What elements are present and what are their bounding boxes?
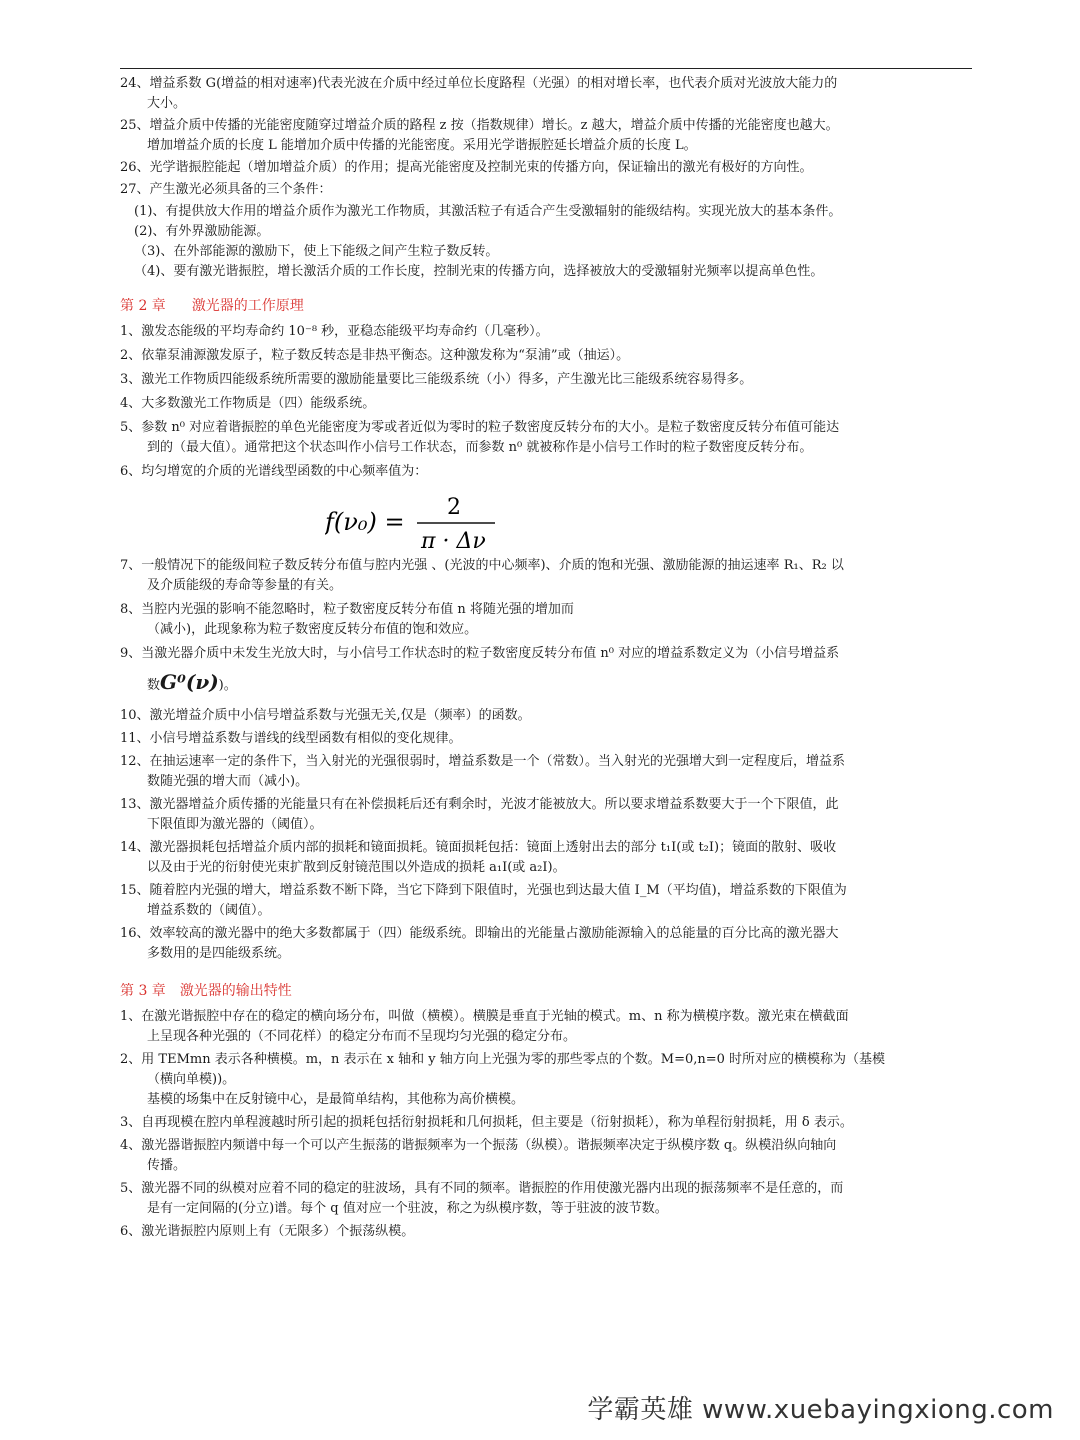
item-text: 在激光谐振腔中存在的稳定的横向场分布，叫做（横模）。横膜是垂直于光轴的模式。m、n 称为横模序数。激光束在横截面 [141,1009,849,1024]
item-continuation: （横向单模))。 [147,1072,236,1087]
item-text: 产生激光必须具备的三个条件： [149,182,332,197]
item-number: 1、 [120,324,142,339]
item-text: 激光增益介质中小信号增益系数与光强无关,仅是（频率）的函数。 [149,708,531,723]
item9-cont-post: )。 [218,678,237,693]
list-item [120,1136,975,1156]
item-text: 光学谐振腔能起（增加增益介质）的作用；提高光能密度及控制光束的传播方向，保证输出的激光有极好的方向性。 [149,160,813,175]
list-item [120,706,975,726]
item-text: 大多数激光工作物质是（四）能级系统。 [141,396,376,411]
list-item [120,1050,975,1070]
item-continuation: （减小)，此现象称为粒子数密度反转分布值的饱和效应。 [147,622,478,637]
item-number: 27、 [120,182,150,197]
item-text: 小信号增益系数与谱线的线型函数有相似的变化规律。 [149,731,462,746]
item-number: 11、 [120,731,150,746]
list-item [120,322,975,342]
list-item [120,752,975,772]
condition-item: （4)、要有激光谐振腔，增长激活介质的工作长度，控制光束的传播方向，选择被放大的受激辐射光频率以提高单色性。 [134,264,824,279]
chapter-2-list-b [120,556,975,668]
lineshape-formula [325,492,975,552]
item-text: 激光器不同的纵模对应着不同的稳定的驻波场，具有不同的频率。谐振腔的作用使激光器内出现的振荡频率不是任意的，而 [141,1181,844,1196]
item-text: 依靠泵浦源激发原子，粒子数反转态是非热平衡态。这种激发称为“泵浦”或（抽运）。 [141,348,630,363]
item-text: 当激光器介质中未发生光放大时，与小信号工作状态时的粒子数密度反转分布值 n⁰ 对应的增益系数定义为（小信号增益系 [141,646,840,661]
list-item [120,1007,975,1027]
item-text: 自再现模在腔内单程渡越时所引起的损耗包括衍射损耗和几何损耗，但主要是（衍射损耗），称为单程衍射损耗，用 δ 表示。 [141,1115,853,1130]
item-number: 6、 [120,464,142,479]
laser-conditions-list [120,202,975,282]
section-intro-list [120,74,975,202]
item-text: 激光器谐振腔内频谱中每一个可以产生振荡的谐振频率为一个振荡（纵模）。谐振频率决定于纵模序数 q。纵模沿纵向轴向 [141,1138,837,1153]
item-continuation: 以及由于光的衍射使光束扩散到反射镜范围以外造成的损耗 a₁I(或 a₂I)。 [147,860,566,875]
item-number: 6、 [120,1224,142,1239]
item-text: 用 TEMmn 表示各种横模。m，n 表示在 x 轴和 y 轴方向上光强为零的那些零点的个数。M=0,n=0 时所对应的横模称为（基模 [141,1052,886,1067]
list-item [120,346,975,366]
list-item [120,418,975,438]
chapter-3-heading [120,981,975,1001]
item-text: 一般情况下的能级间粒子数反转分布值与腔内光强 、(光波的中心频率)、介质的饱和光强、激励能源的抽运速率 R₁、R₂ 以 [141,558,844,573]
condition-item: (2)、有外界激励能源。 [134,224,270,239]
item-text: 随着腔内光强的增大，增益系数不断下降，当它下降到下限值时，光强也到达最大值 I_M（平均值)，增益系数的下限值为 [149,883,847,898]
small-signal-gain-symbol: G⁰(ν) [160,670,219,694]
chapter-2-list-c [120,706,975,967]
formula-lhs: f(ν₀) = [325,508,405,536]
list-item [120,370,975,390]
item-number: 4、 [120,396,142,411]
item-text: 效率较高的激光器中的绝大多数都属于（四）能级系统。即输出的光能量占激励能源输入的总能量的百分比高的激光器大 [149,926,839,941]
list-item [120,838,975,858]
list-item [120,180,975,200]
formula-numerator: 2 [447,495,461,520]
item-continuation: 基模的场集中在反射镜中心，是最简单结构，其他称为高价横模。 [147,1092,525,1107]
list-item [120,394,975,414]
item-number: 3、 [120,1115,142,1130]
list-item [120,116,975,136]
item-number: 2、 [120,1052,142,1067]
item-text: 激光器损耗包括增益介质内部的损耗和镜面损耗。镜面损耗包括：镜面上透射出去的部分 t₁I(或 t₂I)；镜面的散射、吸收 [149,840,837,855]
item-text: 激光工作物质四能级系统所需要的激励能量要比三能级系统（小）得多，产生激光比三能级系统容易得多。 [141,372,753,387]
list-item [120,158,975,178]
item9-cont-pre: 数 [147,678,161,693]
list-item [120,74,975,94]
item-text: 激光器增益介质传播的光能量只有在补偿损耗后还有剩余时，光波才能被放大。所以要求增益系数要大于一个下限值，此 [149,797,839,812]
list-item [120,462,975,482]
item-continuation: 是有一定间隔的(分立)谱。每个 q 值对应一个驻波，称之为纵模序数，等于驻波的波节数。 [147,1201,668,1216]
item-continuation: 传播。 [147,1158,187,1173]
item-number: 10、 [120,708,150,723]
item-number: 9、 [120,646,142,661]
item-continuation: 数随光强的增大而（减小)。 [147,774,309,789]
item-text: 增益介质中传播的光能密度随穿过增益介质的路程 z 按（指数规律）增长。z 越大，增益介质中传播的光能密度也越大。 [149,118,839,133]
item-text: 当腔内光强的影响不能忽略时，粒子数密度反转分布值 n 将随光强的增加而 [141,602,574,617]
item-continuation: 大小。 [147,96,187,111]
item-number: 15、 [120,883,150,898]
item-number: 5、 [120,420,142,435]
item-number: 4、 [120,1138,142,1153]
item-continuation: 上呈现各种光强的（不同花样）的稳定分布而不呈现均匀光强的稳定分布。 [147,1029,577,1044]
list-item [120,1222,975,1242]
item-number: 1、 [120,1009,142,1024]
formula-graphic [325,492,525,552]
item-text: 激光谐振腔内原则上有（无限多）个振荡纵模。 [141,1224,415,1239]
list-item [120,644,975,664]
item-number: 25、 [120,118,150,133]
item-text: 均匀增宽的介质的光谱线型函数的中心频率值为： [141,464,428,479]
chapter-3-list [120,1007,975,1245]
list-item [120,795,975,815]
item-number: 26、 [120,160,150,175]
formula-denominator: π · Δν [421,529,486,552]
item-number: 7、 [120,558,142,573]
item-number: 16、 [120,926,150,941]
item-number: 12、 [120,754,150,769]
site-watermark: 学霸英雄 www.xuebayingxiong.com [587,1395,1054,1425]
item-continuation: 及介质能级的寿命等参量的有关。 [147,578,343,593]
list-item [120,556,975,576]
item-continuation: 增加增益介质的长度 L 能增加介质中传播的光能密度。采用光学谐振腔延长增益介质的长度 L。 [147,138,697,153]
item-continuation: 多数用的是四能级系统。 [147,946,291,961]
document-body [120,68,975,1245]
chapter-2-label: 第 2 章 [120,298,166,314]
item-continuation: 增益系数的（阈值）。 [147,903,271,918]
item-number: 13、 [120,797,150,812]
chapter-2-title: 激光器的工作原理 [191,298,304,314]
list-item [120,729,975,749]
chapter-3-label: 第 3 章 [120,983,166,999]
item-number: 8、 [120,602,142,617]
list-item [120,1113,975,1133]
item-text: 参数 n⁰ 对应着谐振腔的单色光能密度为零或者近似为零时的粒子数密度反转分布的大小。是粒子数密度反转分布值可能达 [141,420,840,435]
item-text: 在抽运速率一定的条件下，当入射光的光强很弱时，增益系数是一个（常数）。当入射光的光强增大到一定程度后，增益系 [149,754,846,769]
item-continuation: 到的（最大值）。通常把这个状态叫作小信号工作状态，而参数 n⁰ 就被称作是小信号工作时的粒子数密度反转分布。 [147,440,813,455]
chapter-2-heading [120,296,975,316]
item-text: 增益系数 G(增益的相对速率)代表光波在介质中经过单位长度路程（光强）的相对增长率，也代表介质对光波放大能力的 [149,76,838,91]
item-number: 5、 [120,1181,142,1196]
condition-item: （3)、在外部能源的激励下，使上下能级之间产生粒子数反转。 [134,244,499,259]
item-continuation: 下限值即为激光器的（阈值）。 [147,817,323,832]
item-text: 激发态能级的平均寿命约 10⁻⁸ 秒，亚稳态能级平均寿命约（几毫秒）。 [141,324,549,339]
list-item [120,881,975,901]
item-number: 24、 [120,76,150,91]
chapter-3-title: 激光器的输出特性 [179,983,292,999]
list-item [120,1179,975,1199]
item-number: 14、 [120,840,150,855]
condition-item: (1)、有提供放大作用的增益介质作为激光工作物质，其激活粒子有适合产生受激辐射的能级结构。实现光放大的基本条件。 [134,204,842,219]
item-number: 3、 [120,372,142,387]
item9-continuation [120,668,975,700]
item-number: 2、 [120,348,142,363]
chapter-2-list-a [120,322,975,486]
list-item [120,924,975,944]
list-item [120,600,975,620]
